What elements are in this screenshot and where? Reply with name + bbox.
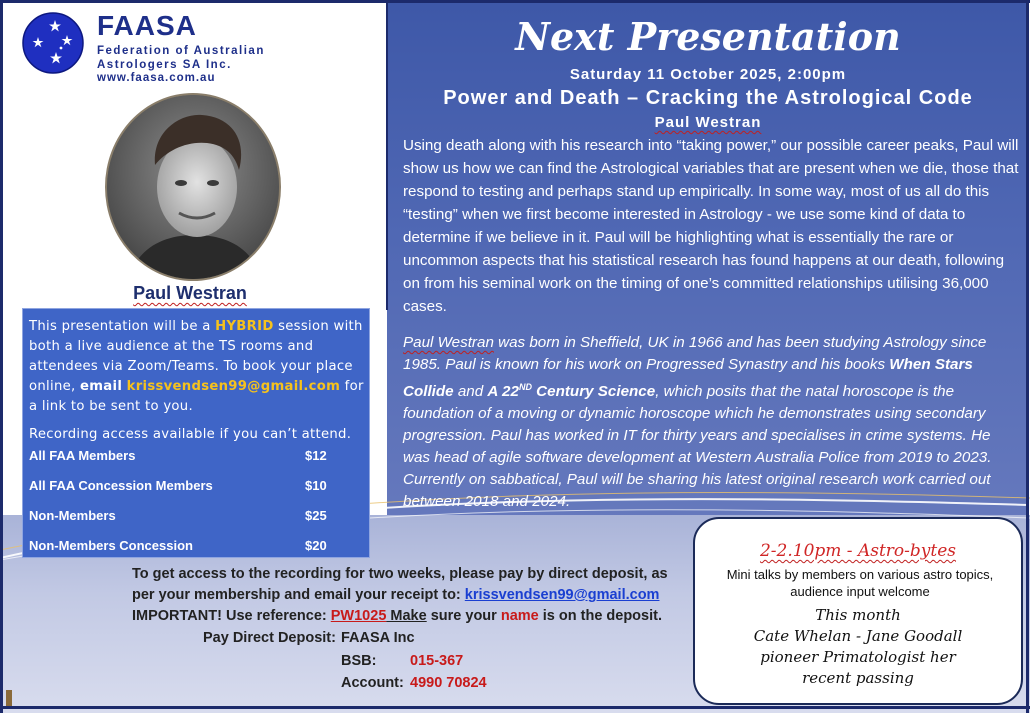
recording-access-note: Recording access available if you can’t attend. bbox=[29, 427, 352, 442]
org-full-name-line2: Astrologers SA Inc. bbox=[97, 59, 232, 71]
org-short-name: FAASA bbox=[97, 10, 197, 41]
speaker-bio: Paul Westran was born in Sheffield, UK in 1966 and has been studying Astrology since 1985. Paul is known for his work on Progressed Synastry and his books When Stars Collide and A 22ND Century Science, which posits that the natal horoscope is the foundation of a moving or dynamic horoscope which he demonstrates using secondary progression. Paul has worked in IT for thirty years and specialises in crime systems. He was head of agile software development at Western Australia Police from 2019 to 2023. Currently on sabbatical, Paul will be sharing his latest original research work carried out between 2018 and 2024. bbox=[403, 334, 992, 511]
receipt-email-link[interactable]: krissvendsen99@gmail.com bbox=[464, 587, 660, 603]
account-label: Account: bbox=[341, 675, 404, 691]
deposit-value: FAASA Inc bbox=[341, 630, 415, 646]
astro-bytes-description: Mini talks by members on various astro topics, audience input welcome bbox=[726, 567, 994, 599]
astro-bytes-title: 2-2.10pm - Astro-bytes bbox=[759, 541, 956, 561]
speaker-name: Paul Westran bbox=[654, 114, 762, 131]
speaker-photo-icon bbox=[107, 95, 281, 281]
bsb-label: BSB: bbox=[341, 653, 377, 669]
hybrid-highlight: HYBRID bbox=[215, 319, 274, 334]
hybrid-session-text: This presentation will be a HYBRID session with both a live audience at the TS rooms and attendees via Zoom/Teams. To book your place online, email krissvendsen99@gmail.com for a link to be sent to you. bbox=[29, 319, 364, 414]
next-presentation-heading: Next Presentation bbox=[515, 14, 901, 59]
frame-left bbox=[0, 0, 3, 713]
astro-bytes-box bbox=[693, 517, 1023, 705]
talk-title: Power and Death – Cracking the Astrological Code bbox=[443, 87, 973, 109]
southern-cross-logo-icon bbox=[22, 12, 84, 74]
corner-marker bbox=[6, 690, 12, 706]
payment-reference-line: IMPORTANT! Use reference: PW1025 Make sure your name is on the deposit. bbox=[132, 608, 662, 624]
payment-instructions-line2: per your membership and email your receipt to: krissvendsen99@gmail.com bbox=[132, 587, 660, 603]
payment-reference: PW1025 bbox=[330, 608, 387, 624]
account-value: 4990 70824 bbox=[410, 675, 487, 691]
speaker-portrait bbox=[105, 93, 281, 281]
payment-instructions-line1: To get access to the recording for two weeks, please pay by direct deposit, as bbox=[132, 566, 668, 582]
frame-top bbox=[0, 0, 1030, 3]
speaker-caption: Paul Westran bbox=[133, 283, 247, 303]
org-website-link[interactable]: www.faasa.com.au bbox=[97, 72, 216, 84]
event-date: Saturday 11 October 2025, 2:00pm bbox=[569, 66, 847, 83]
deposit-label: Pay Direct Deposit: bbox=[203, 630, 336, 646]
astro-bytes-this-month: This month Cate Whelan - Jane Goodall pioneer Primatologist her recent passing bbox=[753, 606, 963, 687]
booking-email-link[interactable]: krissvendsen99@gmail.com bbox=[126, 379, 341, 394]
org-full-name-line1: Federation of Australian bbox=[97, 45, 265, 57]
booking-info-box: This presentation will be a HYBRID session with both a live audience at the TS rooms and attendees via Zoom/Teams. To book your place online, email krissvendsen99@gmail.com for a link to be sent to you. Recording access available if you can’t attend. All FAA Members $12 All FAA Concession Members $10 Non-Members $25 Non-Members Concession $20 bbox=[22, 308, 370, 558]
bsb-value: 015-367 bbox=[410, 653, 464, 669]
talk-abstract: Using death along with his research into “taking power,” our possible career peaks, Paul will show us how we can find the Astrological variables that are present when we die, those that respond to testing and perhaps stand up empirically. In some way, most of us all do this “testing” when we first become interested in Astrology - we use some kind of data to determine if we believe in it. Paul will be highlighting what is essentially the rare or uncommon aspects that his statistical research has found happens at our death, following on from his seminal work on the timing of one’s committed relationships utilising 36,000 cases. bbox=[403, 137, 1019, 315]
frame-bottom bbox=[0, 706, 1030, 709]
